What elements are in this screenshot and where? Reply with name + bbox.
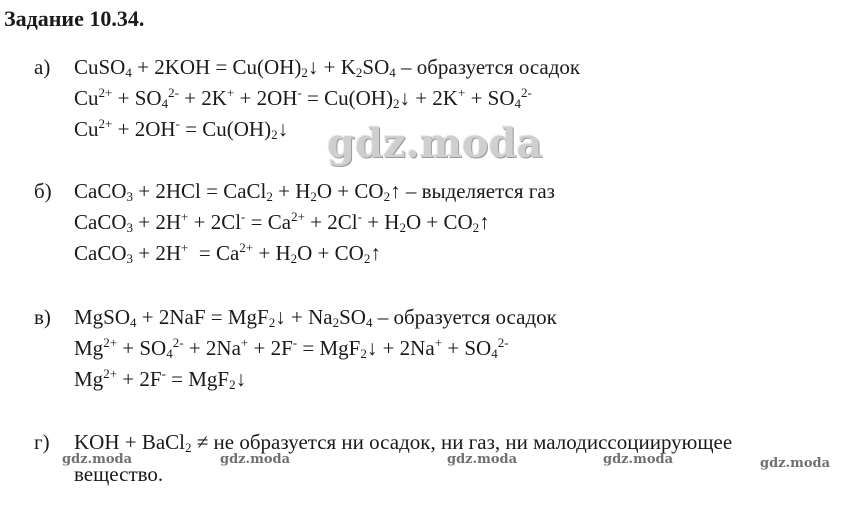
equation-b-full-ionic: CaCO$_3$ + $2H^+ + 2Cl^- = Ca^{2+} + 2Cl^- + H_2O$ + $CO_2↑$ (74, 209, 490, 235)
note-precipitate-a: – образуется осадок (395, 55, 581, 79)
watermark-small: gdz.moda (760, 456, 831, 471)
equation-g-molecular: KOH + BaCl$_2$ ≠ не образуется ни осадок, ни газ, ни малодиссоциирующее (74, 430, 733, 455)
watermark-small: gdz.moda (603, 452, 674, 467)
note-g-line2: вещество. (74, 462, 164, 486)
label-g: г) (34, 430, 50, 454)
watermark-small: gdz.moda (220, 452, 291, 467)
label-b: б) (34, 179, 52, 203)
note-g-line1: не образуется ни осадок, ни газ, ни малодиссоциирующее (213, 430, 733, 454)
note-precipitate-v: – образуется осадок (372, 305, 557, 329)
equation-a-short-ionic: $Cu^{2+} + 2OH^-$ = $Cu(OH)_2↓$ (74, 116, 289, 142)
equation-a-full-ionic: $Cu^{2+} + SO_4^{2-} + 2K^+ + 2OH^-$ = $Cu(OH)_2↓ + 2K^+ + SO_4^{2-}$ (74, 85, 532, 111)
equation-b-short-ionic: CaCO$_3$ + $2H^+ = Ca^{2+} + H_2O$ + $CO_2↑$ (74, 240, 381, 266)
equation-a-molecular: CuSO$_4$ + $2KOH = Cu(OH)_2↓ + K_2SO_4$ – образуется осадок (74, 55, 581, 80)
equation-b-molecular: CaCO$_3$ + 2HCl = CaCl$_2$ + $H_2O$ + $CO_2↑$ – выделяется газ (74, 179, 555, 204)
note-gas-b: – выделяется газ (400, 179, 555, 203)
label-v: в) (34, 305, 51, 329)
task-title: Задание 10.34. (4, 6, 145, 31)
label-a: а) (34, 55, 51, 79)
equation-v-short-ionic: $Mg^{2+} + 2F^-$ = MgF$_2$↓ (74, 366, 247, 392)
watermark-small: gdz.moda (62, 452, 133, 467)
equation-v-full-ionic: $Mg^{2+} + SO_4^{2-} + 2Na^+ + 2F^-$ = MgF$_2$↓ + $2Na^+ + SO_4^{2-}$ (74, 335, 509, 361)
equation-v-molecular: MgSO$_4$ + 2NaF = MgF$_2$↓ + $Na_2SO_4$ – образуется осадок (74, 305, 557, 330)
watermark-small: gdz.moda (447, 452, 518, 467)
watermark-big: gdz.moda (327, 120, 543, 167)
